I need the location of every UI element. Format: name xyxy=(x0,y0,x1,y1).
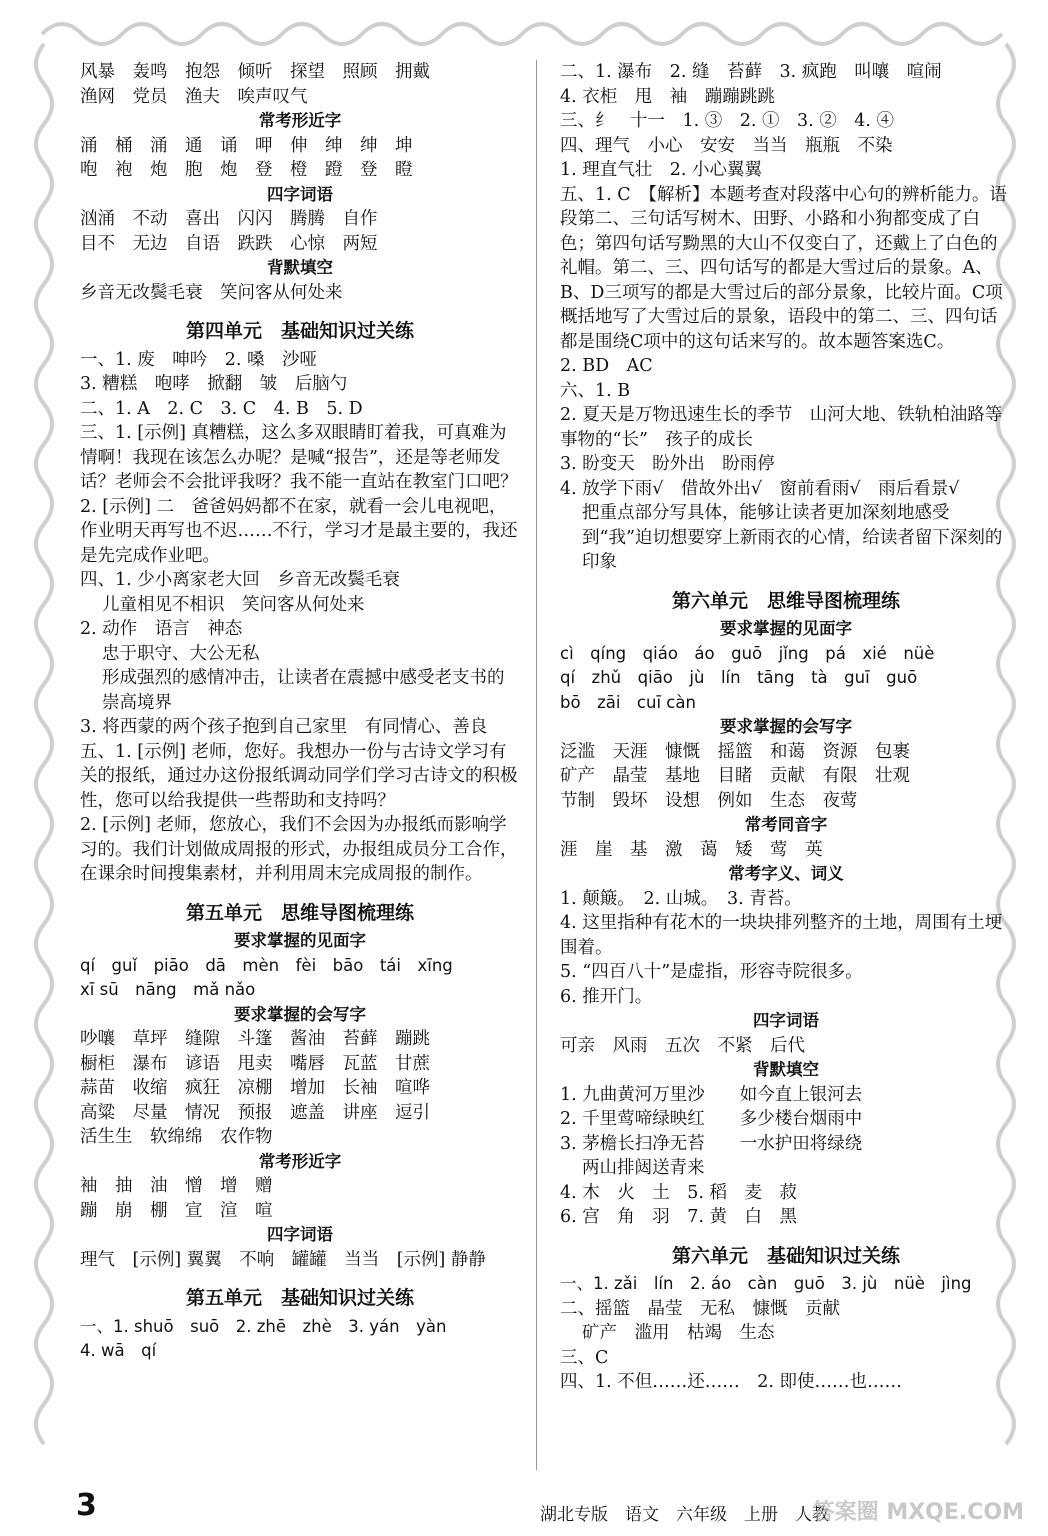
answer-line: 矿产 滥用 枯竭 生态 xyxy=(582,1323,775,1343)
pinyin-line: cì qíng qiáo áo guō jǐng pá xié nüè xyxy=(560,643,935,663)
pinyin-line: 一、1. zǎi lín 2. áo càn guō 3. jù nüè jìng xyxy=(560,1274,972,1293)
section-subheading: 要求掌握的见面字 xyxy=(720,619,852,638)
unit-heading: 第六单元 基础知识过关练 xyxy=(671,1244,900,1267)
answer-line: 1. 九曲黄河万里沙 如今直上银河去 xyxy=(560,1084,863,1105)
answer-line: 2. [示例] 二 爸爸妈妈都不在家，就看一会儿电视吧，作业明天再写也不迟……不行，学习才是最主要的，我还是先完成作业吧。 xyxy=(80,496,518,566)
answer-line: 吵嚷 草坪 缝隙 斗篷 酱油 苔藓 蹦跳 xyxy=(80,1029,430,1049)
unit-heading: 第四单元 基础知识过关练 xyxy=(185,320,414,342)
answer-line: 1. 理直气壮 2. 小心翼翼 xyxy=(560,160,763,180)
section-subheading: 背默填空 xyxy=(267,258,333,277)
pinyin-line: qí zhǔ qiāo jù lín tāng tà guī guō xyxy=(560,668,918,687)
section-subheading: 四字词语 xyxy=(753,1011,819,1030)
answer-line: 3. 茅檐长扫净无苔 一水护田将绿绕 xyxy=(560,1133,863,1154)
section-subheading: 常考形近字 xyxy=(258,1151,342,1171)
answer-line: 五、1. C 【解析】本题考查对段落中心句的辨析能力。语段第二、三句话写树木、田野、小路和小狗都变成了白色；第四句话写黝黑的大山不仅变白了，还戴上了白色的礼帽。第二、三、四句话写的都是大雪过后的景象。A、B、D三项写的都是大雪过后的部分景象，比较片面。C项概括地写了大雪过后的景象，语段中的第二、三、四句话都是围绕C项中的这句话来写的。故本题答案选C。 xyxy=(560,184,1007,352)
answer-line: 蹦 崩 棚 宣 渲 喧 xyxy=(80,1200,273,1221)
section-subheading: 要求掌握的见面字 xyxy=(234,931,366,950)
answer-line: 6. 推开门。 xyxy=(560,986,653,1007)
answer-line: 四、1. 不但……还…… 2. 即使……也…… xyxy=(560,1372,903,1392)
answer-line: 2. 夏天是万物迅速生长的季节 山河大地、铁轨柏油路等事物的“长” 孩子的成长 xyxy=(560,405,1003,450)
answer-line: 两山排闼送青来 xyxy=(582,1158,705,1178)
right-column xyxy=(560,60,1012,1395)
unit-heading: 第六单元 思维导图梳理练 xyxy=(671,589,900,612)
answer-line: 橱柜 瀑布 谚语 甩卖 嘴唇 瓦蓝 甘蔗 xyxy=(80,1053,430,1074)
left-column xyxy=(80,60,520,1364)
answer-line: 3. 盼变天 盼外出 盼雨停 xyxy=(560,454,775,474)
section-subheading: 常考形近字 xyxy=(258,111,342,130)
section-subheading: 四字词语 xyxy=(267,184,333,204)
answer-line: 三、纟 十一 1. ③ 2. ① 3. ② 4. ④ xyxy=(560,111,895,131)
answer-line: 形成强烈的感情冲击，让读者在震撼中感受老支书的崇高境界 xyxy=(102,668,505,713)
answer-line: 3. 糟糕 咆哮 掀翻 皱 后脑勺 xyxy=(80,374,348,394)
answer-line: 三、C xyxy=(560,1347,609,1368)
answer-line: 忠于职守、大公无私 xyxy=(102,643,260,664)
answer-line: 一、1. 废 呻吟 2. 嗓 沙哑 xyxy=(80,349,318,370)
section-subheading: 常考同音字 xyxy=(744,815,828,834)
section-subheading: 常考字义、词义 xyxy=(728,864,844,883)
answer-line: 二、1. A 2. C 3. C 4. B 5. D xyxy=(80,398,363,419)
answer-line: 2. [示例] 老师，您放心，我们不会因为办报纸而影响学习的。我们计划做成周报的形式，办报组成员分工合作，在课余时间搜集素材，并利用周末完成周报的制作。 xyxy=(80,815,518,884)
section-subheading: 要求掌握的会写字 xyxy=(720,717,852,736)
pinyin-line: qí guǐ piāo dā mèn fèi bāo tái xīng xyxy=(80,955,453,975)
answer-line: 五、1. [示例] 老师，您好。我想办一份与古诗文学习有关的报纸，通过办这份报纸调动同学们学习古诗文的积极性，您可以给我提供一些帮助和支持吗？ xyxy=(80,741,518,811)
section-subheading: 四字词语 xyxy=(267,1225,333,1244)
answer-line: 4. 衣柜 甩 袖 蹦蹦跳跳 xyxy=(560,86,775,107)
pinyin-line: 4. wā qí xyxy=(80,1341,157,1360)
answer-line: 1. 颠簸。 2. 山城。 3. 青苔。 xyxy=(560,888,802,909)
answer-line: 可亲 风雨 五次 不紧 后代 xyxy=(560,1035,805,1056)
answer-line: 风暴 轰鸣 抱怨 倾听 探望 照顾 拥戴 xyxy=(80,62,430,82)
section-subheading: 要求掌握的会写字 xyxy=(234,1004,366,1024)
answer-line: 节制 毁坏 设想 例如 生态 夜莺 xyxy=(560,790,858,811)
answer-line: 目不 无边 自语 跌跌 心惊 两短 xyxy=(80,233,378,254)
answer-line: 4. 木 火 土 5. 稻 麦 菽 xyxy=(560,1182,798,1203)
answer-line: 二、摇篮 晶莹 无私 慷慨 贡献 xyxy=(560,1298,840,1319)
answer-line: 渔网 党员 渔夫 唉声叹气 xyxy=(80,86,308,107)
answer-line: 四、理气 小心 安安 当当 瓶瓶 不染 xyxy=(560,135,893,156)
answer-line: 四、1. 少小离家老大回 乡音无改鬓毛衰 xyxy=(80,570,400,590)
answer-line: 三、1. [示例] 真糟糕，这么多双眼睛盯着我，可真难为情啊！我现在该怎么办呢？是喊“报告”，还是等老师发话？老师会不会批评我呀？我不能一直站在教室门口吧？ xyxy=(80,423,518,492)
pinyin-line: 一、1. shuō suō 2. zhē zhè 3. yán yàn xyxy=(80,1316,447,1336)
answer-line: 袖 抽 油 憎 增 赠 xyxy=(80,1176,273,1196)
column-divider xyxy=(536,60,537,1470)
answer-line: 汹涌 不动 喜出 闪闪 腾腾 自作 xyxy=(80,209,378,229)
answer-line: 乡音无改鬓毛衰 笑问客从何处来 xyxy=(80,282,343,303)
answer-line: 二、1. 瀑布 2. 缝 苔藓 3. 疯跑 叫嚷 喧闹 xyxy=(560,62,942,82)
unit-heading: 第五单元 基础知识过关练 xyxy=(185,1287,414,1309)
answer-line: 咆 袍 炮 胞 炮 登 橙 蹬 登 瞪 xyxy=(80,160,413,180)
answer-line: 3. 将西蒙的两个孩子抱到自己家里 有同情心、善良 xyxy=(80,717,488,737)
answer-line: 高粱 尽量 情况 预报 遮盖 讲座 逗引 xyxy=(80,1102,430,1123)
answer-line: 理气 [示例] 翼翼 不响 罐罐 当当 [示例] 静静 xyxy=(80,1249,486,1270)
watermark-logo: 答案圈 MXQE.COM xyxy=(812,1500,1024,1525)
unit-heading: 第五单元 思维导图梳理练 xyxy=(185,901,414,924)
answer-line: 6. 宫 角 羽 7. 黄 白 黑 xyxy=(560,1207,798,1227)
answer-line: 蒜苗 收缩 疯狂 凉棚 增加 长袖 喧哗 xyxy=(80,1078,430,1098)
answer-line: 涯 崖 基 激 蔼 矮 莺 英 xyxy=(560,839,823,860)
section-subheading: 背默填空 xyxy=(753,1060,819,1079)
page-number: 3 xyxy=(76,1488,97,1523)
answer-line: 4. 这里指种有花木的一块块排列整齐的土地，周围有土埂围着。 xyxy=(560,913,1003,958)
footer: 湖北专版 语文 六年级 上册 人教 xyxy=(540,1505,829,1525)
answer-line: 儿童相见不相识 笑问客从何处来 xyxy=(102,594,365,615)
pinyin-line: xī sū nāng mǎ nǎo xyxy=(80,980,256,999)
answer-line: 泛滥 天涯 慷慨 摇篮 和蔼 资源 包裹 xyxy=(560,741,910,762)
answer-line: 2. 千里莺啼绿映红 多少楼台烟雨中 xyxy=(560,1109,863,1129)
answer-line: 六、1. B xyxy=(560,380,631,401)
pinyin-line: bō zāi cuī càn xyxy=(560,692,696,712)
answer-line: 涌 桶 涌 通 诵 呷 伸 绅 绅 坤 xyxy=(80,135,413,156)
answer-line: 矿产 晶莹 基地 目睹 贡献 有限 壮观 xyxy=(560,766,910,786)
answer-line: 2. BD AC xyxy=(560,356,653,376)
answer-line: 2. 动作 语言 神态 xyxy=(80,619,243,639)
answer-line: 把重点部分写具体，能够让读者更加深刻地感受到“我”迫切想要穿上新雨衣的心情，给读者留下深刻的印象 xyxy=(582,503,1003,572)
answer-line: 5. “四百八十”是虚指，形容寺院很多。 xyxy=(560,962,863,982)
answer-line: 活生生 软绵绵 农作物 xyxy=(80,1127,273,1147)
answer-line: 4. 放学下雨√ 借故外出√ 窗前看雨√ 雨后看景√ xyxy=(560,478,960,499)
